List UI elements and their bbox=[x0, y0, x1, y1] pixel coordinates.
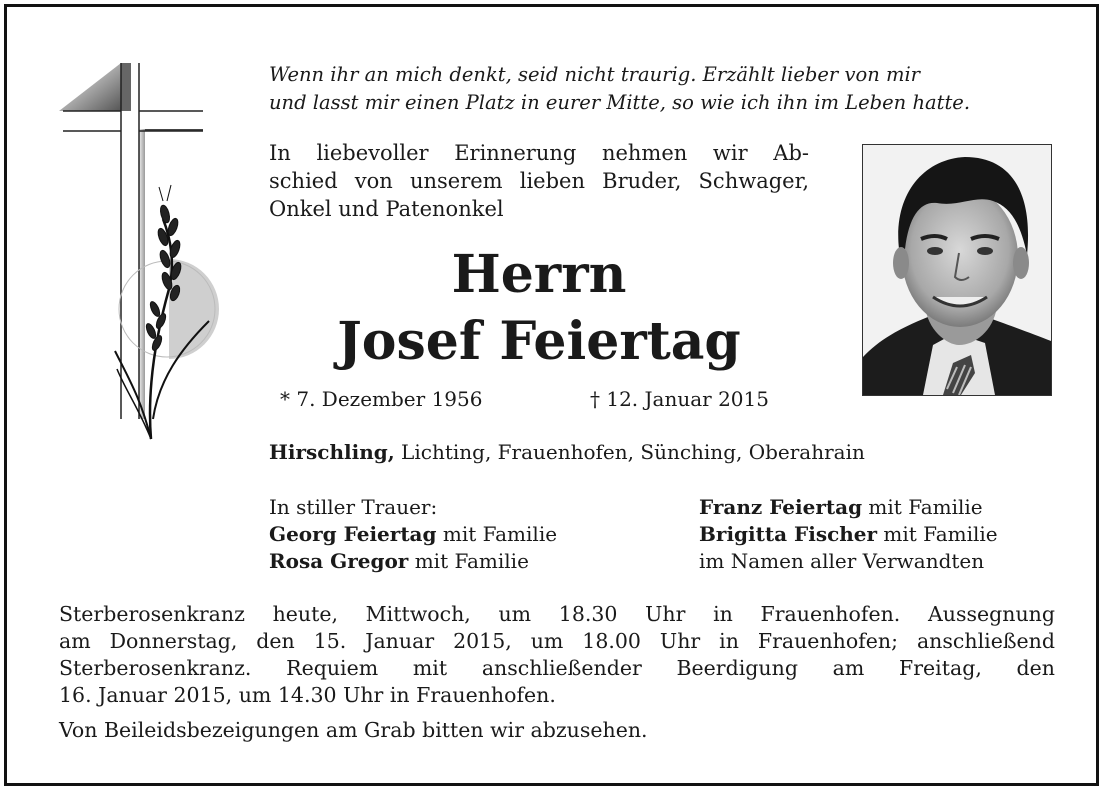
mourner-entry: Georg Feiertag mit Familie bbox=[269, 522, 558, 546]
mourner-entry: Franz Feiertag mit Familie bbox=[699, 495, 983, 519]
closing-note: Von Beileidsbezeigungen am Grab bitten wir abzusehen. bbox=[59, 718, 648, 742]
death-date: † 12. Januar 2015 bbox=[590, 387, 769, 411]
mourners-right bbox=[699, 494, 998, 575]
intro-line-2: schied von unserem lieben Bruder, Schwager, bbox=[269, 169, 809, 193]
obituary-notice bbox=[4, 4, 1099, 786]
mourner-entry: Rosa Gregor mit Familie bbox=[269, 549, 529, 573]
deceased-name: Josef Feiertag bbox=[337, 311, 741, 372]
quote-line-1: Wenn ihr an mich denkt, seid nicht traurig. Erzählt lieber von mir bbox=[269, 63, 921, 86]
quote-line-2: und lasst mir einen Platz in eurer Mitte, so wie ich ihn im Leben hatte. bbox=[269, 91, 971, 114]
places-line bbox=[269, 438, 865, 466]
mourners-left bbox=[269, 494, 557, 575]
places-others: Lichting, Frauenhofen, Sünching, Oberahrain bbox=[394, 440, 865, 464]
intro-line-3: Onkel und Patenonkel bbox=[269, 197, 504, 221]
honorific-title: Herrn bbox=[451, 244, 627, 305]
intro-text bbox=[269, 139, 809, 223]
quote-text bbox=[269, 61, 1069, 117]
portrait-photo bbox=[862, 144, 1052, 396]
service-line-1: Sterberosenkranz heute, Mittwoch, um 18.30 Uhr in Frauenhofen. Aussegnung bbox=[59, 602, 1055, 626]
intro-line-1: In liebevoller Erinnerung nehmen wir Ab- bbox=[269, 141, 809, 165]
service-details bbox=[59, 601, 1055, 709]
mourner-entry: Brigitta Fischer mit Familie bbox=[699, 522, 998, 546]
service-line-2: am Donnerstag, den 15. Januar 2015, um 18.00 Uhr in Frauenhofen; anschließend bbox=[59, 629, 1055, 653]
places-main: Hirschling, bbox=[269, 440, 395, 464]
service-line-3: Sterberosenkranz. Requiem mit anschließender Beerdigung am Freitag, den bbox=[59, 656, 1055, 680]
mourners-closing: im Namen aller Verwandten bbox=[699, 549, 985, 573]
cross-with-wheat-icon bbox=[59, 59, 219, 449]
portrait-illustration bbox=[863, 145, 1051, 395]
birth-date: * 7. Dezember 1956 bbox=[280, 387, 483, 411]
service-line-4: 16. Januar 2015, um 14.30 Uhr in Frauenhofen. bbox=[59, 683, 556, 707]
mourners-heading: In stiller Trauer: bbox=[269, 495, 438, 519]
